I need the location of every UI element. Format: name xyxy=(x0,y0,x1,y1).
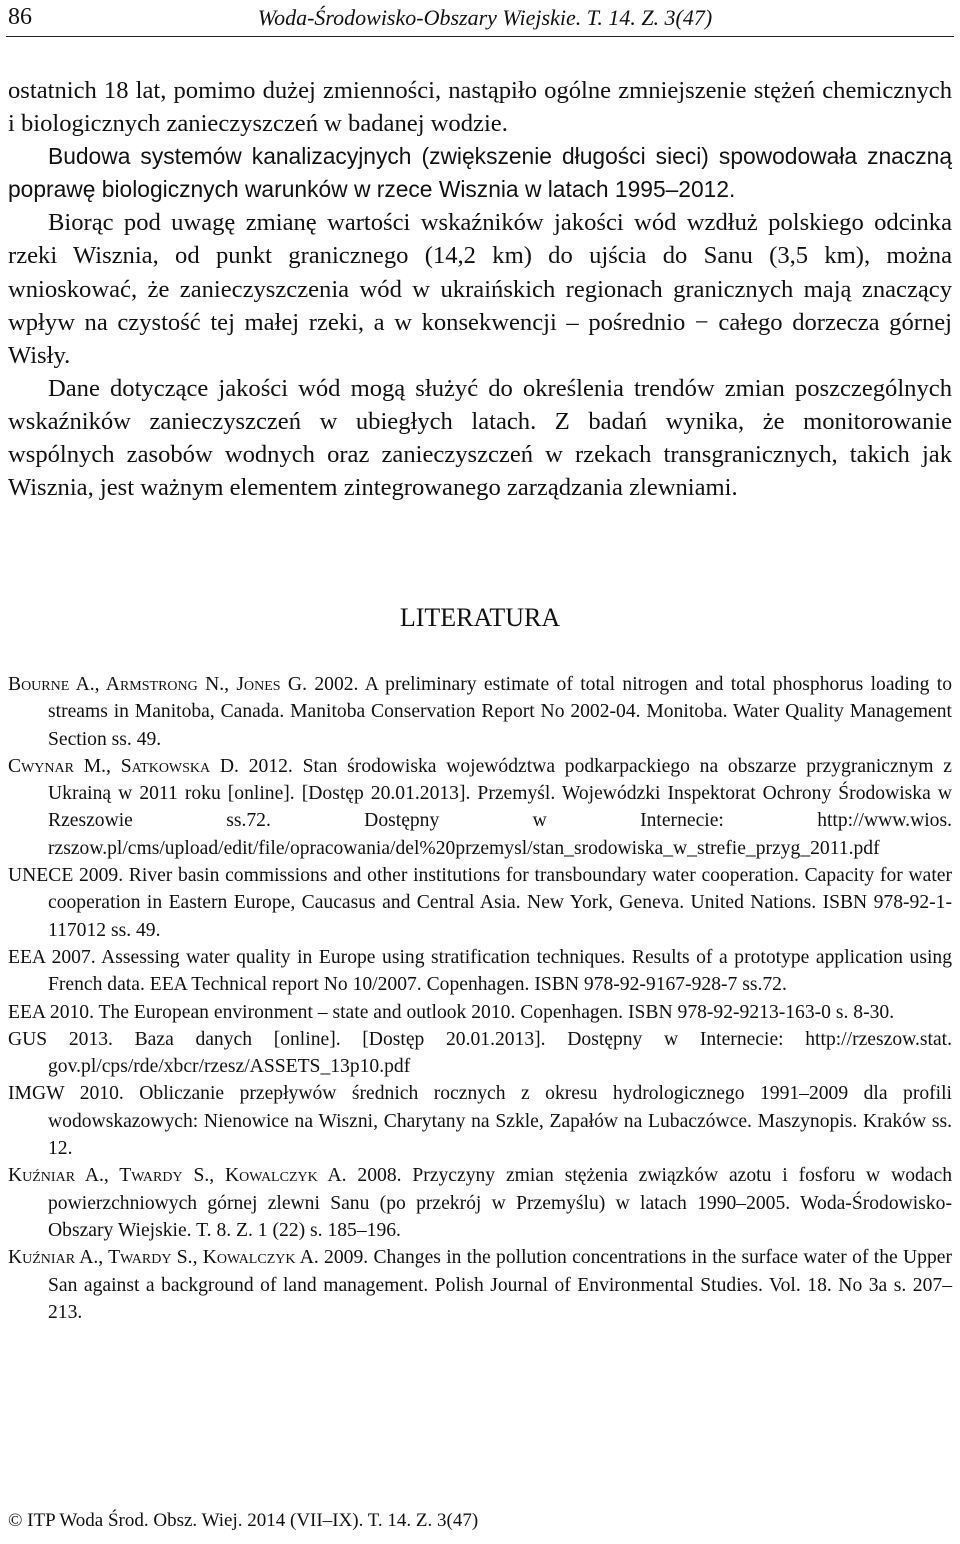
paragraph-1: ostatnich 18 lat, pomimo dużej zmienności, nastąpiło ogólne zmniejszenie stężeń chemicznych i biologicznych zanieczyszczeń w badanej wodzie. xyxy=(8,77,952,138)
paragraph-4 xyxy=(8,372,952,504)
reference-text: UNECE 2009. River basin commissions and other institutions for transboundary water cooperation. Capacity for water cooperation in Eastern Europe, Caucasus and Central Asia. New York, Geneva. United Nations. ISBN 978-92-1-117012 ss. 49. xyxy=(8,865,952,941)
reference-authors: Bourne A., Armstrong N., Jones G. xyxy=(8,674,307,695)
reference-text: 2009. Changes in the pollution concentrations in the surface water of the Upper San against a background of land management. Polish Journal of Environmental Studies. Vol. 18. No 3a s. 207‒213. xyxy=(48,1247,952,1323)
reference-text: 2002. A preliminary estimate of total nitrogen and total phosphorus loading to streams in Manitoba, Canada. Manitoba Conservation Report No 2002-04. Monitoba. Water Quality Management Section ss. 49. xyxy=(48,674,952,750)
reference-item xyxy=(8,999,952,1026)
reference-item xyxy=(8,671,952,753)
reference-item xyxy=(8,862,952,944)
running-title: Woda-Środowisko-Obszary Wiejskie. T. 14. Z. 3(47) xyxy=(257,5,713,30)
reference-text: 2008. Przyczyny zmian stężenia związków azotu i fosforu w wodach powierzchniowych górnej zlewni Sanu (po przekrój w Przemyślu) w latach 1990‒2005. Woda-Środowisko-Obszary Wiejskie. T. 8. Z. 1 (22) s. 185‒196. xyxy=(48,1165,952,1241)
reference-text: GUS 2013. Baza danych [online]. [Dostęp 20.01.2013]. Dostępny w Internecie: http://rzeszow.stat.​gov.pl/cps/rde/xbcr/rzesz/ASSETS_13p10.pdf xyxy=(8,1028,952,1078)
reference-item xyxy=(8,1080,952,1162)
paragraph-4-part-2: Z badań wynika, że monitorowanie wspólnych zasobów wodnych oraz zanieczyszczeń w rzekach transgranicznych, takich jak Wisznia, jest ważnym elementem zintegrowanego zarządzania zlewniami. xyxy=(8,407,952,502)
reference-text: 2012. Stan środowiska województwa podkarpackiego na obszarze przygranicznym z Ukrainą w 2011 roku [online]. [Dostęp 20.01.2013]. Przemyśl. Wojewódzki Inspektorat Ochrony Środowiska w Rzeszowie ss.72. Dostępny w Internecie: http://www.wios.​rzszow.pl/cms/upload/edit/file/opracowania/del%20przemysl/stan_srodowiska_w_strefie_przyg_​2011.pdf xyxy=(48,755,952,859)
reference-authors: Kuźniar A., Twardy S., Kowalczyk A. xyxy=(8,1165,347,1187)
paragraph-3: Biorąc pod uwagę zmianę wartości wskaźników jakości wód wzdłuż polskiego odcinka rzeki Wisznia, od punkt granicznego (14,2 km) do ujścia do Sanu (3,5 km), można wnioskować, że zanieczyszczenia wód w ukraińskich regionach granicznych mają znaczący wpływ na czystość tej małej rzeki, a w konsekwencji ‒ pośrednio − całego dorzecza górnej Wisły. xyxy=(8,209,952,369)
paragraph-4-part-1: Dane dotyczące jakości wód mogą służyć do określenia trendów zmian poszczególnych wskaźników zanieczyszczeń w ubiegłych latach. xyxy=(8,374,952,435)
copyright-footer: © ITP Woda Środ. Obsz. Wiej. 2014 (VII–IX). T. 14. Z. 3(47) xyxy=(8,1510,479,1531)
reference-list xyxy=(8,671,952,1326)
body-text xyxy=(8,74,952,504)
paragraph-2: Budowa systemów kanalizacyjnych (zwiększenie długości sieci) spowodowała znaczną poprawę biologicznych warunków w rzece Wisznia w latach 1995‒2012. xyxy=(8,143,952,203)
reference-text: EEA 2007. Assessing water quality in Europe using stratification techniques. Results of a prototype application using French data. EEA Technical report No 10/2007. Copenhagen. ISBN 978-92-9167-928-7 ss.72. xyxy=(8,946,952,996)
page-header xyxy=(6,2,954,37)
page-number: 86 xyxy=(8,4,32,30)
reference-item xyxy=(8,1162,952,1244)
reference-item xyxy=(8,1026,952,1081)
reference-text: IMGW 2010. Obliczanie przepływów średnich rocznych z okresu hydrologicznego 1991‒2009 dla profili wodowskazowych: Nienowice na Wiszni, Charytany na Szkle, Zapałów na Lubaczówce. Maszynopis. Kraków ss. 12. xyxy=(8,1083,952,1160)
reference-item xyxy=(8,944,952,999)
reference-authors: Kuźniar A., Twardy S., Kowalczyk A. xyxy=(8,1247,319,1269)
literature-heading: LITERATURA xyxy=(399,603,561,632)
reference-item xyxy=(8,1244,952,1326)
reference-authors: Cwynar M., Satkowska D. xyxy=(8,755,239,777)
reference-item xyxy=(8,753,952,862)
reference-text: EEA 2010. The European environment ‒ state and outlook 2010. Copenhagen. ISBN 978-92-9213-163-0 s. 8-30. xyxy=(8,1001,895,1023)
